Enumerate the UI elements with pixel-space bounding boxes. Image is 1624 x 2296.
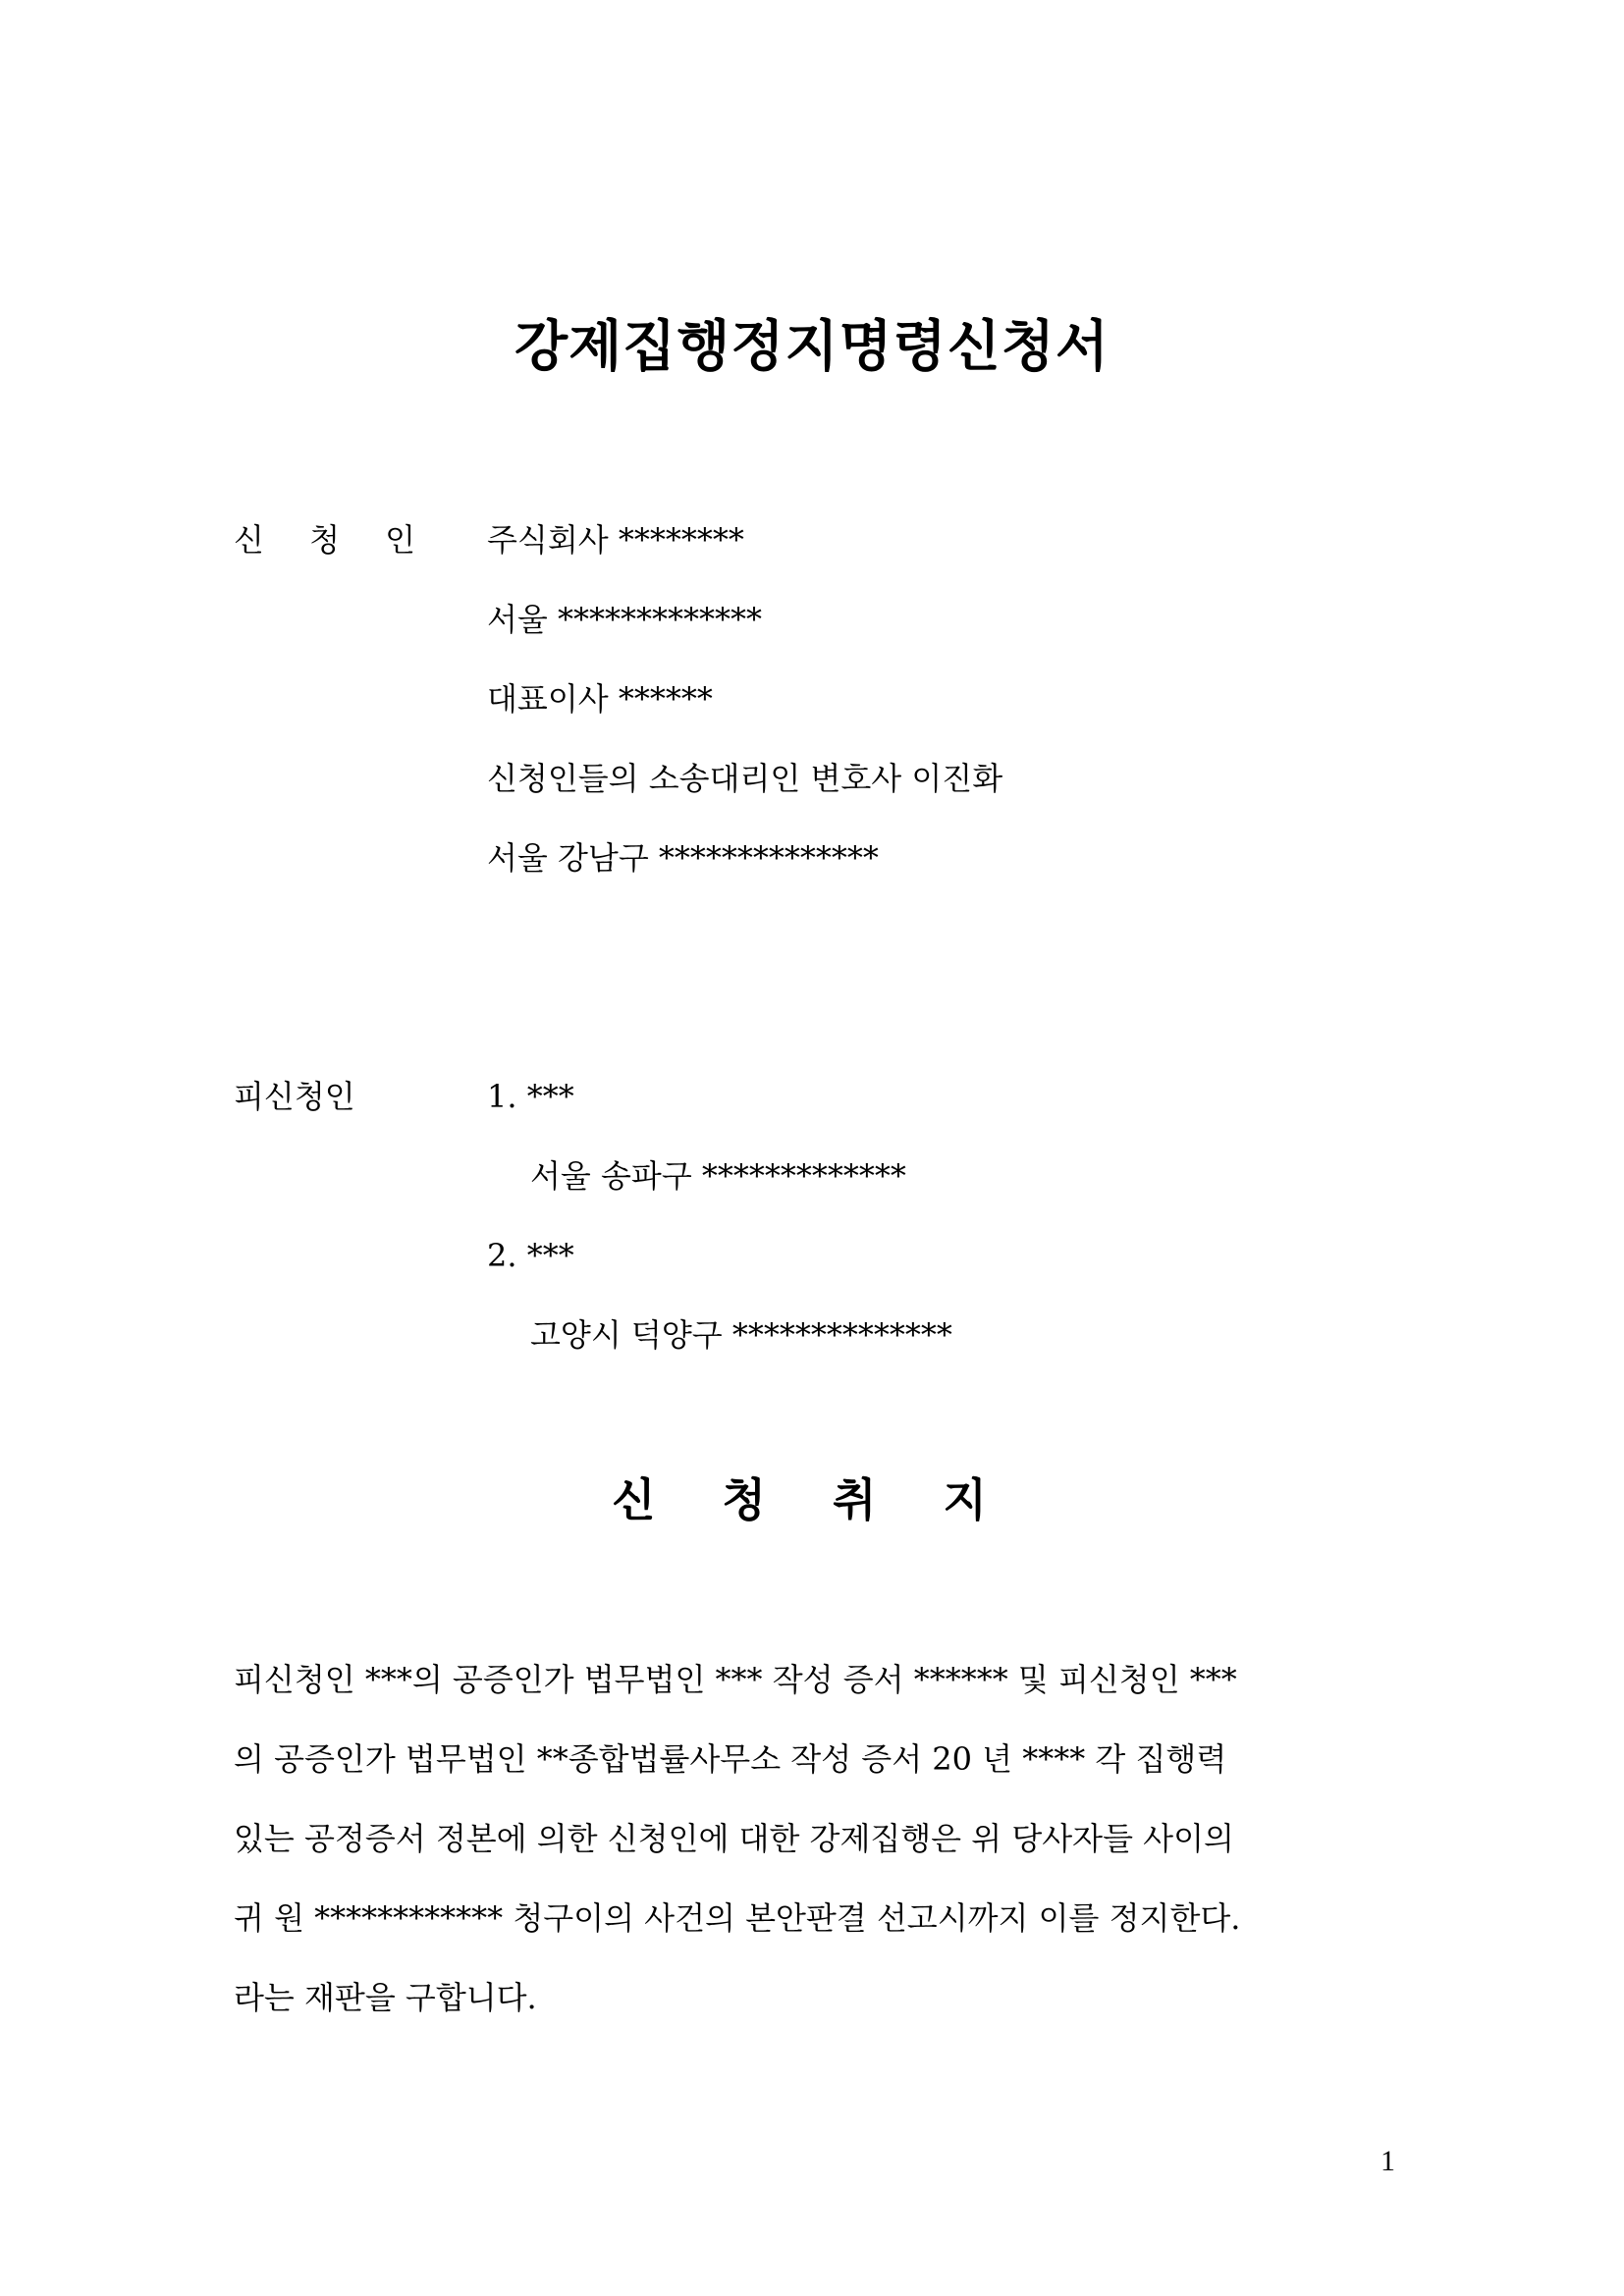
purpose-line-2: 의 공증인가 법무법인 **종합법률사무소 작성 증서 20 년 **** 각 집행력: [234, 1740, 1227, 1778]
purpose-line-1: 피신청인 ***의 공증인가 법무법인 *** 작성 증서 ****** 및 피신청인 ***: [234, 1661, 1237, 1698]
purpose-line-4: 귀 원 ************ 청구이의 사건의 본안판결 선고시까지 이를 정지한다.: [234, 1899, 1241, 1937]
respondent-1-name: 1. ***: [487, 1078, 574, 1115]
page-number: 1: [1380, 2145, 1395, 2177]
purpose-line-3: 있는 공정증서 정본에 의한 신청인에 대한 강제집행은 위 당사자들 사이의: [234, 1820, 1234, 1857]
respondent-label: 피신청인: [234, 1078, 355, 1115]
applicant-ceo: 대표이사 ******: [487, 680, 713, 718]
applicant-label: 신 청 인: [234, 521, 434, 559]
applicant-company: 주식회사 ********: [487, 521, 744, 559]
applicant-agent-address: 서울 강남구 **************: [487, 839, 879, 877]
purpose-line-5: 라는 재판을 구합니다.: [234, 1979, 537, 2016]
applicant-agent: 신청인들의 소송대리인 변호사 이진화: [487, 760, 1003, 797]
purpose-heading: 신 청 취 지: [612, 1473, 1012, 1526]
applicant-address: 서울 *************: [487, 601, 762, 638]
document-title: 강제집행정지명령신청서: [514, 315, 1110, 379]
respondent-2-name: 2. ***: [487, 1237, 574, 1274]
respondent-1-address: 서울 송파구 *************: [530, 1157, 906, 1195]
respondent-2-address: 고양시 덕양구 **************: [530, 1316, 952, 1354]
